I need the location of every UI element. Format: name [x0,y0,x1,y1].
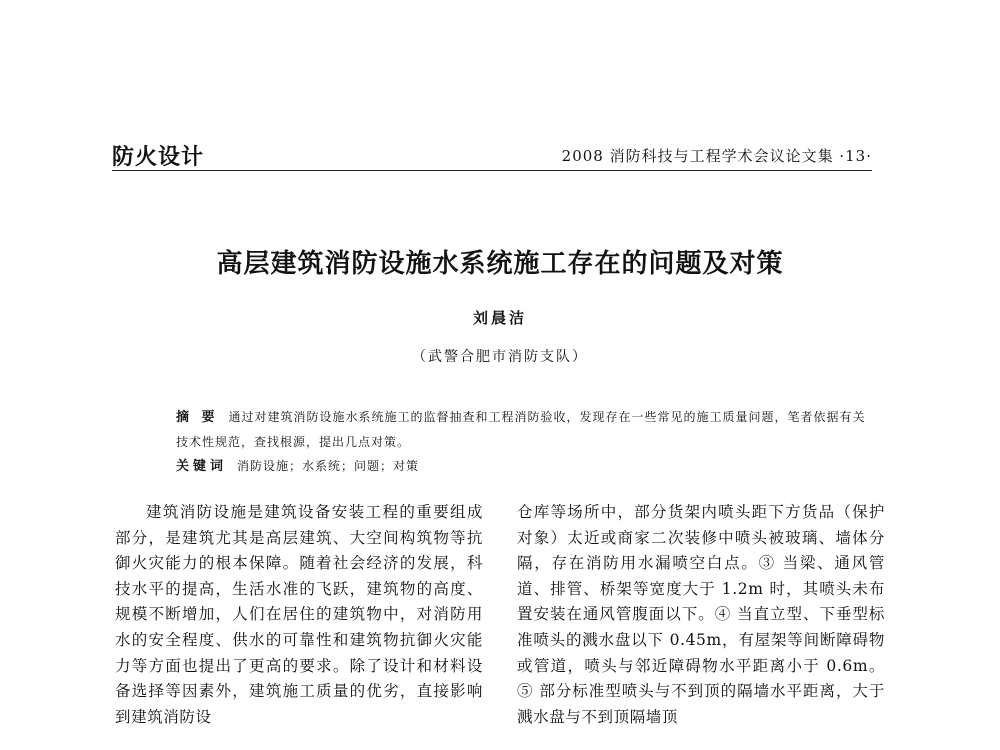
body-paragraph-right: 仓库等场所中，部分货架内喷头距下方货品（保护对象）太近或商家二次装修中喷头被玻璃、墙体分隔，存在消防用水漏喷空白点。③ 当梁、通风管道、排管、桥架等宽度大于 1.2m 时，其喷头未布置安装在通风管腹面以下。④ 当直立型、下垂型标准喷头的溅水盘以下 0.45m，有屋架等间断障碍物或管道，喷头与邻近障碍物水平距离小于 0.6m。⑤ 部分标准型喷头与不到顶的隔墙水平距离，大于溅水盘与不到顶隔墙顶 [517,503,885,726]
body-paragraph-left: 建筑消防设施是建筑设备安装工程的重要组成部分，是建筑尤其是高层建筑、大空间构筑物等抗御火灾能力的根本保障。随着社会经济的发展，科技水平的提高，生活水准的飞跃，建筑物的高度、规模不断增加，人们在居住的建筑物中，对消防用水的安全程度、供水的可靠性和建筑物抗御火灾能力等方面也提出了更高的要求。除了设计和材料设备选择等因素外，建筑施工质量的优劣，直接影响到建筑消防设 [115,503,483,726]
header-rule [112,170,872,171]
body-right-column [517,500,885,730]
author-affiliation: （武警合肥市消防支队） [412,349,588,365]
author-name: 刘晨洁 [472,309,527,327]
body-left-column [115,500,483,730]
abstract-text: 通过对建筑消防设施水系统施工的监督抽查和工程消防验收，发现存在一些常见的施工质量问题，笔者依据有关技术性规范，查找根源，提出几点对策。 [176,410,866,449]
abstract-block [148,405,868,479]
abstract-paragraph [148,405,868,454]
abstract-label: 摘 要 [176,410,219,425]
keywords-text: 消防设施；水系统；问题；对策 [237,459,420,473]
section-label: 防火设计 [112,145,205,170]
keywords-line [148,454,868,479]
journal-running-head: 2008 消防科技与工程学术会议论文集 ·13· [561,147,872,165]
keywords-label: 关键词 [176,459,228,474]
paper-title: 高层建筑消防设施水系统施工存在的问题及对策 [216,249,784,279]
